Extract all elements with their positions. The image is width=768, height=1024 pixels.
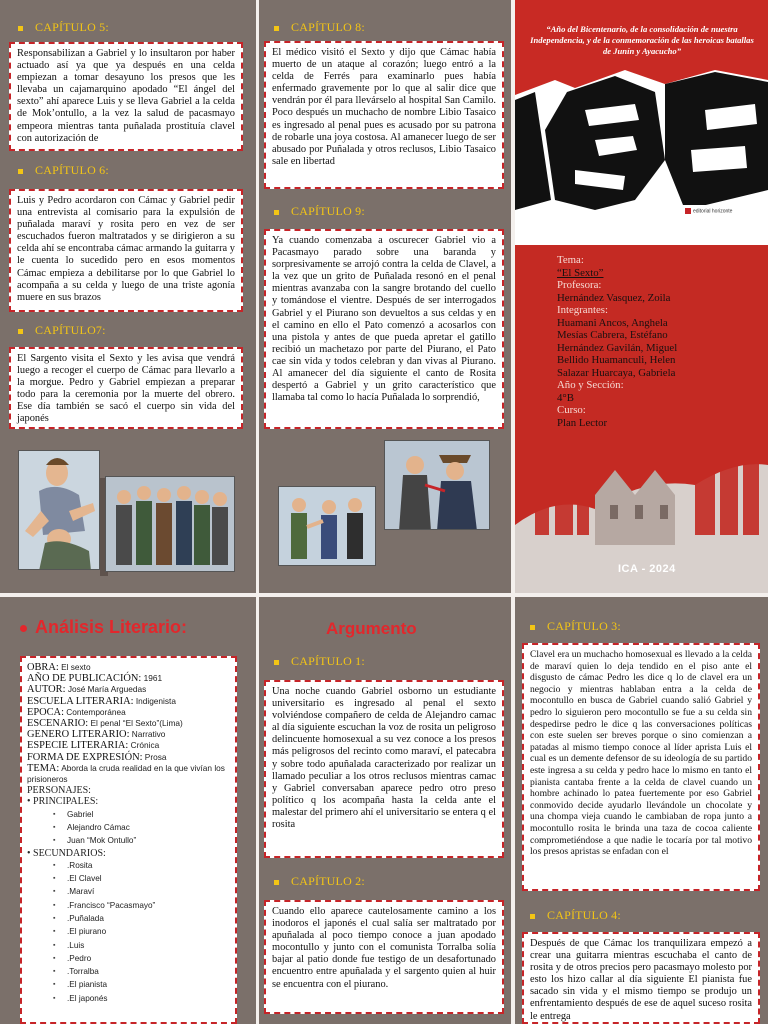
analisis-card bbox=[20, 656, 237, 1024]
chapter-3-title: CAPÍTULO 3: bbox=[530, 619, 621, 634]
cover-info bbox=[557, 254, 757, 429]
illustration-fight bbox=[18, 450, 100, 570]
list-item: ▪ .Torralba bbox=[27, 965, 230, 978]
profesora-value: Hernández Vasquez, Zoila bbox=[557, 291, 671, 304]
anio-label: Año y Sección: bbox=[557, 379, 624, 391]
chapter-2-text: Cuando ello aparece cautelosamente camino a los inodoros el japonés el cual salía ser maltratado por apuñalada al poco tiempo conoce a juan apodado mocontullo y junto con el comunista Torralba solía bajar al patio donde fue testigo de un desafortunado encuentro entre apuñalada y el sargento quien al huir se encuentra con el piurano. bbox=[264, 900, 504, 1014]
illustration-attack bbox=[384, 440, 490, 530]
fold-line bbox=[256, 0, 259, 1024]
escenario-row: ESCENARIO: El penal “El Sexto”(Lima) bbox=[27, 718, 183, 730]
chapter-7-text: El Sargento visita el Sexto y les avisa que vendrá luego a recoger el cuerpo de Cámac para llevarlo a la morgue. Pedro y Gabriel empiezan a preparar todo para la ceremonia por la muerte del obrero. Ese día también se sacó el cuerpo sin vida del japonés bbox=[9, 347, 243, 429]
chapter-4-title: CAPÍTULO 4: bbox=[530, 908, 621, 923]
list-item: ▪ .Francisco “Pacasmayo” bbox=[27, 899, 230, 912]
chapter-7-title: CAPÍTULO7: bbox=[18, 323, 106, 338]
integrantes-label: Integrantes: bbox=[557, 304, 608, 316]
list-item: ▪ .Puñalada bbox=[27, 912, 230, 925]
profesora-label: Profesora: bbox=[557, 279, 602, 291]
tema-label: Tema: bbox=[557, 254, 584, 266]
integrante: Hernández Gavilán, Miguel bbox=[557, 341, 678, 354]
list-item: ▪ .El piurano bbox=[27, 925, 230, 938]
list-item: ▪ .El pianista bbox=[27, 978, 230, 991]
chapter-5-text: Responsabilizan a Gabriel y lo insultaron por haber actuado así ya que ya después en una celda empiezan a tomar desayuno los presos que les llevaba un cajamarquino apodado “El ángel del sexto” ahí aparece Luis y se lleva Gabriel a la celda de Mok’ontullo, a la vez la salud de pacasmayo empeora mientras tanta puñalada prostituía clavel con autorización de bbox=[9, 42, 243, 151]
secundarios-list bbox=[27, 859, 230, 1005]
personajes-label: PERSONAJES: bbox=[27, 785, 91, 797]
genero-row: GENERO LITERARIO: Narrativo bbox=[27, 729, 166, 741]
list-item: ▪ Juan “Mok Ontullo” bbox=[27, 834, 230, 847]
anio-value: 4°B bbox=[557, 391, 574, 404]
escuela-row: ESCUELA LITERARIA: Indigenista bbox=[27, 695, 176, 707]
list-item: ▪ .Luis bbox=[27, 939, 230, 952]
integrante: Bellido Huamanculi, Helen bbox=[557, 354, 676, 366]
epoca-row: EPOCA: Contemporánea bbox=[27, 706, 126, 718]
cover-footer: ICA - 2024 bbox=[618, 563, 676, 575]
cover-quote: “Año del Bicentenario, de la consolidación de nuestra Independencia, y de la conmemoración de las heroicas batallas de Junín y Ayacucho” bbox=[530, 24, 754, 56]
list-item: ▪ .Rosita bbox=[27, 859, 230, 872]
chapter-6-title: CAPÍTULO 6: bbox=[18, 163, 109, 178]
curso-label: Curso: bbox=[557, 404, 586, 416]
illustration-struggle bbox=[278, 486, 376, 566]
principales-list bbox=[27, 808, 230, 848]
publisher-logo: editorial horizonte bbox=[685, 208, 733, 214]
list-item: ▪ Alejandro Cámac bbox=[27, 821, 230, 834]
illustration-prisoners bbox=[105, 476, 235, 572]
chapter-9-text: Ya cuando comenzaba a oscurecer Gabriel vio a Pacasmayo parado sobre una baranda y sorpresivamente se arrojó contra la celda de Clavel, a la vez que un grito de Puñalada resonó en el penal mientras avanzaba con la sangre brotando del cuello y tomándose el vientre. Después de ser interrogados Gabriel y el Piurano son devueltos a sus celdas y en el camino en ello el Pato comenzó a acosarlos con una pistola y antes de que pueda apretar el gatillo recibió un machetazo por parte del Piurano, el Pato cae sin vida y todos celebran y dan vivas al Piurano. Al amanecer del día siguiente el canto de Rosita despertó a Gabriel y un grito característico que llamaba tal como lo hacía Puñalada lo sorprendió, bbox=[264, 229, 504, 429]
chapter-1-title: CAPÍTULO 1: bbox=[274, 654, 365, 669]
integrante: Salazar Huarcaya, Gabriela bbox=[557, 366, 676, 379]
principales-label: • PRINCIPALES: bbox=[27, 796, 99, 808]
list-item: ▪ .Maraví bbox=[27, 885, 230, 898]
chapter-6-text: Luis y Pedro acordaron con Cámac y Gabriel pedir una entrevista al comisario para la expulsión de puñalada maraví y rosita pero en vez de ser escuchados fueron maltratados y se dirigieron a su celda ahí se encontraba cámac armando la guitarra y le cuenta lo sucedido pero en esos momentos Cámac empieza a debilitarse por lo que Gabriel lo acompaña a su celda y luego de una triste agonía muere en sus brazos bbox=[9, 189, 243, 312]
chapter-4-text: Después de que Cámac los tranquilizara empezó a crear una guitarra mientras escuchaba el canto de rosita y de otros precios pero pacasmayo molesto por esto los hizo callar al día siguiente El pianista fue sacado sin vida y el mismo tiempo se produjo un enfrentamiento después de ese de aquel suceso rosita le entrega bbox=[522, 932, 760, 1024]
chapter-5-title: CAPÍTULO 5: bbox=[18, 20, 109, 35]
publisher-icon bbox=[685, 208, 691, 214]
autor-row: AUTOR: José María Arguedas bbox=[27, 684, 147, 696]
especie-row: ESPECIE LITERARIA: Crónica bbox=[27, 740, 160, 752]
analisis-heading: Análisis Literario: bbox=[20, 617, 187, 638]
integrante: Mesías Cabrera, Estéfano bbox=[557, 329, 668, 341]
chapter-8-title: CAPÍTULO 8: bbox=[274, 20, 365, 35]
list-item: ▪ .Pedro bbox=[27, 952, 230, 965]
list-item: ▪ .El japonés bbox=[27, 992, 230, 1005]
chapter-1-text: Una noche cuando Gabriel osborno un estudiante universitario es ingresado al penal el sexto volviéndose compañero de celda de Alejandro camac al día siguiente escuchan la voz de rosita un peligroso delincuente homosexual a su vez conoce a los presos más peligrosos del recinto como maraví, el patecabra y sobre todo apuñalada caracterizado por realizar un llamado peculiar a los otros reclusos mientras camac y Gabriel conversaban aparece pedro otro preso político q los acompaña hasta la celda ante el malestar del primero ahí el universitario se entera q el rosita bbox=[264, 680, 504, 858]
heading-bullet bbox=[20, 625, 27, 632]
list-item: ▪ Gabriel bbox=[27, 808, 230, 821]
integrante: Huamani Ancos, Anghela bbox=[557, 316, 668, 329]
argumento-heading: Argumento bbox=[326, 619, 417, 638]
curso-value: Plan Lector bbox=[557, 416, 608, 429]
chapter-3-text: Clavel era un muchacho homosexual es llevado a la celda de maraví quien lo deja tendido en el piso ante el disgusto de cámac Pedro les dice q lo de clavel era un negocio y mientras hablaban entra a la celda de mocontullo en busca de Gabriel cuando salió Gabriel y pedro lo siguieron pero mocontullo se fue a su celda sin despedirse pedro le dice q las conversaciones políticas con este suelen ser breves porque o sino comienzan a patadas al mismo tiempo conoce al líder aprista Luis el cual es un demente defensor de su ideología de su partido este ingresa a su celda y pedro hace lo mismo en tanto el pianista cantaba frente a la celda de clavel cuando un hombre achinado lo patea fuertemente por eso Gabriel conmovido decide ayudarlo llevándole un chocolate y una chompa vieja cuando le cambiaban de ropa junto a mocontullo rosita le brinda una taza de cocoa caliente comprometiéndose a que nadie le tocaría por tal motivo los presos apristas se enfadan con el bbox=[522, 643, 760, 891]
chapter-8-text: El médico visitó el Sexto y dijo que Cámac había muerto de un ataque al corazón; luego entró a la celda de Ferrés para examinarlo pues había enfermado gravemente por lo que al salir dice que vendrán por él para llevárselo al hospital San Camilo. Poco después un muchacho de nombre Libio Tasaico es ingresado al penal pues es acusado por su patrona de robarle una joya costosa. Al amanecer luego de ser abusado por Puñalada y otros reclusos, Libio Tasaico sale en libertad bbox=[264, 41, 504, 189]
secundarios-label: • SECUNDARIOS: bbox=[27, 847, 106, 859]
tema-value: “El Sexto” bbox=[557, 266, 604, 279]
tema-row: TEMA: Aborda la cruda realidad en la que vivían los prisioneros bbox=[27, 762, 225, 785]
fold-line bbox=[0, 593, 768, 597]
chapter-2-title: CAPÍTULO 2: bbox=[274, 874, 365, 889]
list-item: ▪ .El Clavel bbox=[27, 872, 230, 885]
anio-row: AÑO DE PUBLICACIÓN: 1961 bbox=[27, 673, 163, 685]
chapter-9-title: CAPÍTULO 9: bbox=[274, 204, 365, 219]
obra-row: OBRA: El sexto bbox=[27, 662, 91, 673]
forma-row: FORMA DE EXPRESIÓN: Prosa bbox=[27, 751, 167, 763]
